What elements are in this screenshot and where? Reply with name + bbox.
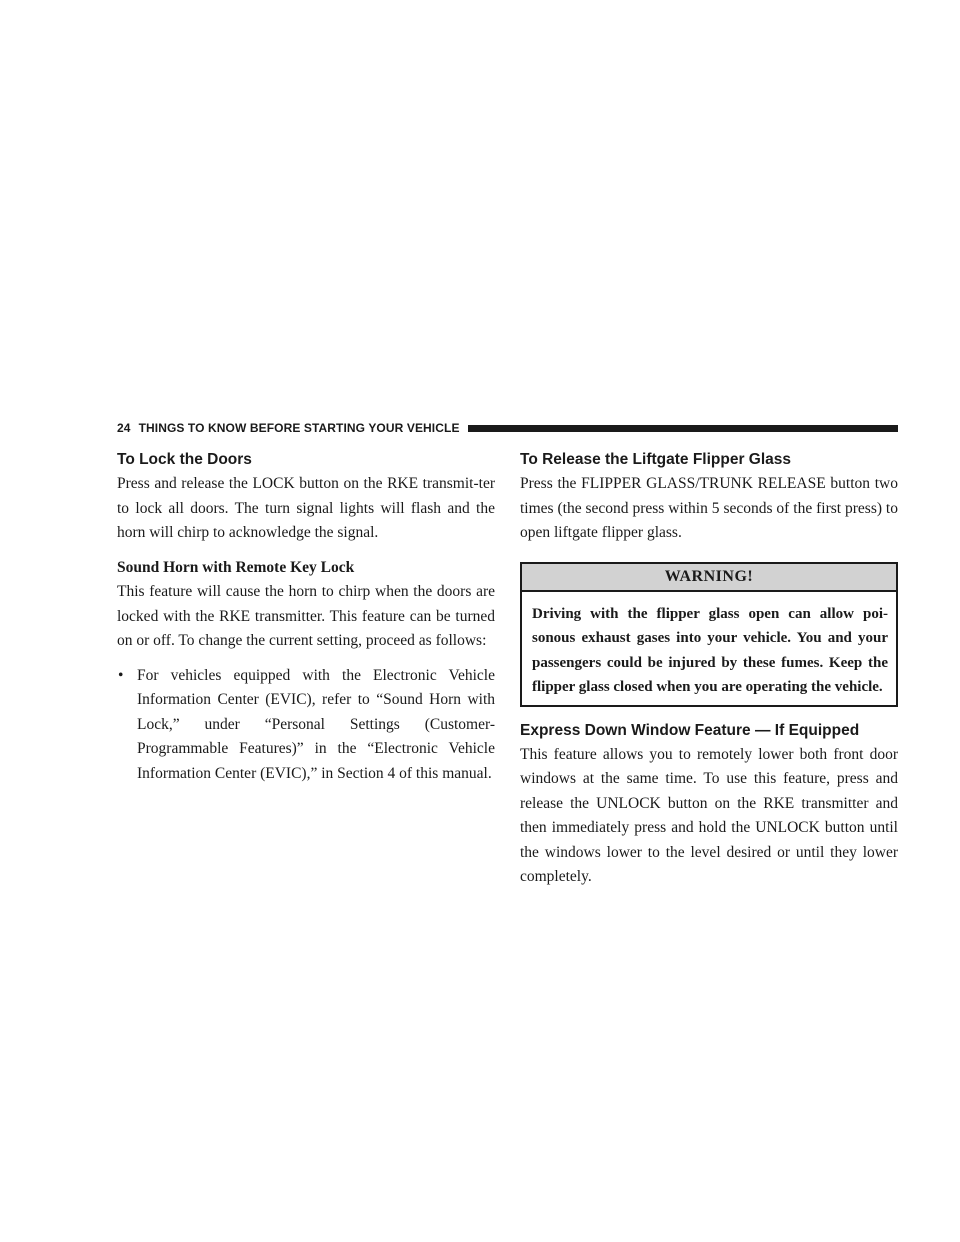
header-rule — [468, 425, 898, 432]
warning-box — [520, 562, 898, 707]
sound-horn-text: This feature will cause the horn to chirp when the doors are locked with the RKE transmitter. This feature can be turned on or off. To change the current setting, proceed as follows: — [117, 583, 495, 649]
warning-text: Driving with the flipper glass open can allow poi-sonous exhaust gases into your vehicle. You and your passengers could be injured by these fumes. Keep the flipper glass closed when you are operating the vehicle. — [532, 605, 888, 695]
liftgate-heading: To Release the Liftgate Flipper Glass — [520, 451, 792, 468]
express-down-text: This feature allows you to remotely lower both front door windows at the same time. To use this feature, press and release the UNLOCK button on the RKE transmitter and then immediately press and hold the UNLOCK button until the windows lower to the level desired or until they lower completely. — [520, 745, 898, 885]
page-number: 24 — [117, 421, 131, 435]
express-down-heading: Express Down Window Feature — If Equipped — [520, 721, 860, 739]
liftgate-text: Press the FLIPPER GLASS/TRUNK RELEASE button two times (the second press within 5 seconds of the first press) to open liftgate flipper glass. — [520, 475, 898, 541]
page-header — [117, 420, 898, 436]
sound-horn-heading: Sound Horn with Remote Key Lock — [117, 558, 355, 576]
warning-title: WARNING! — [522, 564, 896, 592]
left-column — [117, 450, 495, 786]
bullet-icon: • — [118, 666, 124, 684]
evic-bullet-text: For vehicles equipped with the Electronic Vehicle Information Center (EVIC), refer to “Sound Horn with Lock,” under “Personal Settings (Customer-Programmable Features)” in the “Electronic Vehicle Information Center (EVIC),” in Section 4 of this manual. — [137, 666, 495, 782]
lock-doors-heading: To Lock the Doors — [117, 451, 252, 468]
right-column — [520, 450, 898, 900]
evic-bullet-item — [117, 664, 495, 787]
section-title: THINGS TO KNOW BEFORE STARTING YOUR VEHICLE — [138, 421, 460, 435]
lock-doors-text: Press and release the LOCK button on the RKE transmit-ter to lock all doors. The turn signal lights will flash and the horn will chirp to acknowledge the signal. — [117, 475, 495, 541]
